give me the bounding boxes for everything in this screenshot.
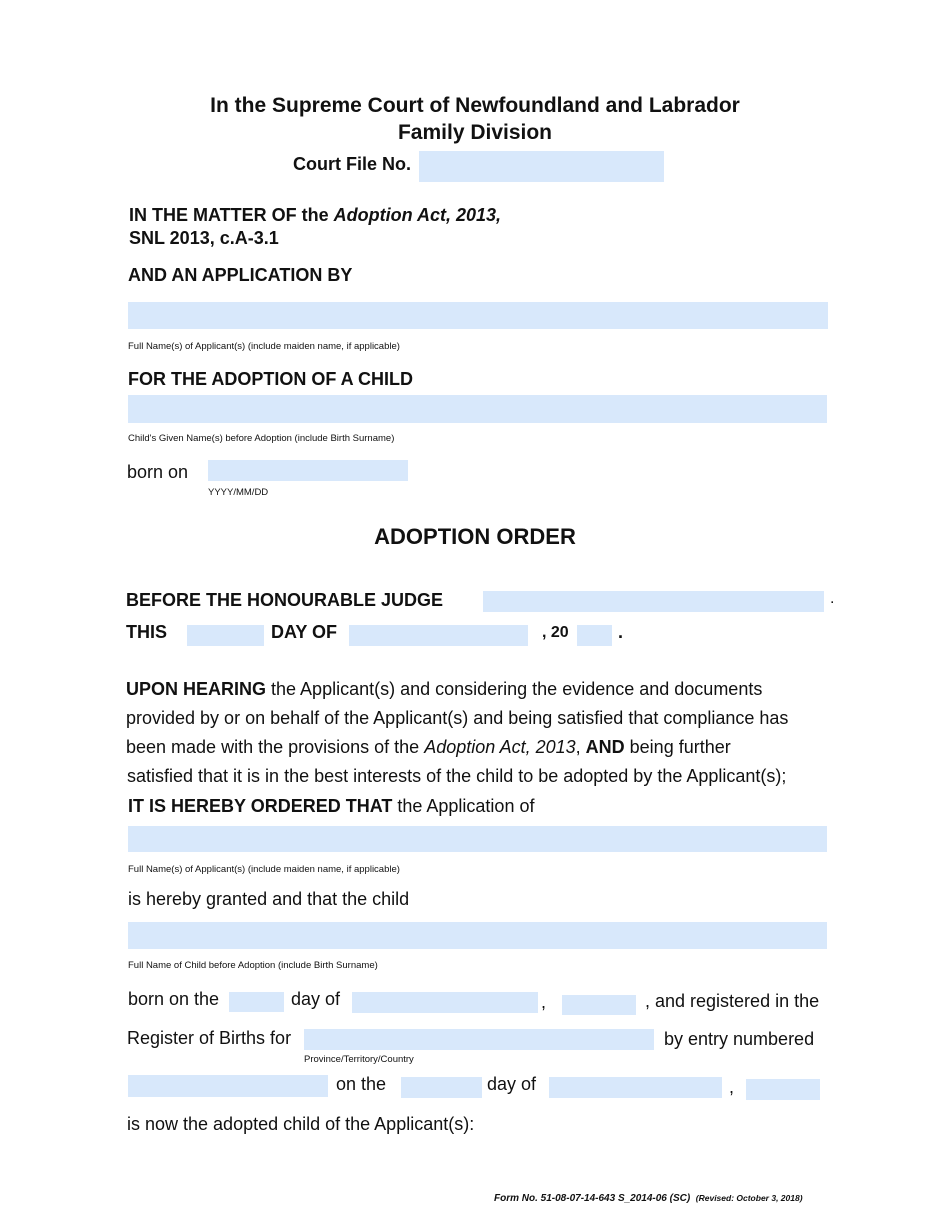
year-period: . xyxy=(618,622,624,642)
ordered-line xyxy=(128,792,534,821)
birth-year-field[interactable] xyxy=(562,995,636,1015)
line3-act: Adoption Act, 2013 xyxy=(424,737,576,757)
entry-day-of-label: day of xyxy=(487,1074,537,1094)
entry-month-field[interactable] xyxy=(549,1077,722,1098)
before-judge-label: BEFORE THE HONOURABLE JUDGE xyxy=(126,590,444,610)
entry-year-field[interactable] xyxy=(746,1079,820,1100)
paragraph-line-1 xyxy=(126,675,762,704)
line3-and: AND xyxy=(585,737,625,757)
line1-rest: the Applicant(s) and considering the evidence and documents xyxy=(266,679,763,699)
paragraph-line-3 xyxy=(126,733,731,762)
application-heading: AND AN APPLICATION BY xyxy=(128,265,353,285)
ordered-bold: IT IS HEREBY ORDERED THAT xyxy=(128,796,393,816)
applicant-name-caption: Full Name(s) of Applicant(s) (include maiden name, if applicable) xyxy=(128,341,400,352)
court-title: In the Supreme Court of Newfoundland and Labrador xyxy=(210,94,740,117)
granted-text: is hereby granted and that the child xyxy=(128,889,410,909)
child-name-field-2[interactable] xyxy=(128,922,827,949)
day-of-label: DAY OF xyxy=(271,622,338,642)
paragraph-line-2: provided by or on behalf of the Applicant(s) and being satisfied that compliance has xyxy=(126,708,789,728)
registered-text: , and registered in the xyxy=(645,991,820,1011)
order-day-field[interactable] xyxy=(187,625,264,646)
birth-day-field[interactable] xyxy=(229,992,284,1012)
register-label: Register of Births for xyxy=(127,1028,292,1048)
child-name-caption-2: Full Name of Child before Adoption (include Birth Surname) xyxy=(128,960,378,971)
applicant-name-caption-2: Full Name(s) of Applicant(s) (include maiden name, if applicable) xyxy=(128,864,400,875)
birth-comma: , xyxy=(541,992,547,1012)
order-title: ADOPTION ORDER xyxy=(374,524,576,549)
paragraph-line-4: satisfied that it is in the best interests of the child to be adopted by the Applicant(s); xyxy=(127,766,787,786)
this-label: THIS xyxy=(126,622,168,642)
child-name-field[interactable] xyxy=(128,395,827,423)
entry-number-field[interactable] xyxy=(128,1075,328,1097)
court-file-label: Court File No. xyxy=(293,154,411,174)
order-year-field[interactable] xyxy=(577,625,612,646)
court-file-number-field[interactable] xyxy=(419,151,664,182)
birth-month-field[interactable] xyxy=(352,992,538,1013)
division-title: Family Division xyxy=(397,121,553,144)
entry-numbered-text: by entry numbered xyxy=(664,1029,815,1049)
matter-citation: SNL 2013, c.A-3.1 xyxy=(129,228,279,248)
line3-b: , xyxy=(575,737,586,757)
matter-act: Adoption Act, 2013, xyxy=(333,205,502,225)
applicant-name-field-2[interactable] xyxy=(128,826,827,852)
order-month-field[interactable] xyxy=(349,625,528,646)
child-name-caption: Child's Given Name(s) before Adoption (include Birth Surname) xyxy=(128,433,395,444)
entry-comma: , xyxy=(729,1077,735,1097)
line3-a: been made with the provisions of the xyxy=(126,737,425,757)
judge-name-field[interactable] xyxy=(483,591,824,612)
birth-day-of-label: day of xyxy=(291,989,341,1009)
province-field[interactable] xyxy=(304,1029,654,1050)
date-format-caption: YYYY/MM/DD xyxy=(208,487,269,498)
form-number xyxy=(494,1193,803,1204)
revised-date: (Revised: October 3, 2018) xyxy=(695,1193,803,1203)
upon-hearing: UPON HEARING xyxy=(126,679,267,699)
on-the-label: on the xyxy=(336,1074,387,1094)
ordered-rest: the Application of xyxy=(392,796,535,816)
province-caption: Province/Territory/Country xyxy=(304,1054,414,1065)
birth-date-field[interactable] xyxy=(208,460,408,481)
adopted-text: is now the adopted child of the Applicant(s): xyxy=(127,1114,475,1134)
year-prefix: , 20 xyxy=(542,624,569,641)
child-heading: FOR THE ADOPTION OF A CHILD xyxy=(128,369,413,389)
born-on-the-label: born on the xyxy=(128,989,220,1009)
matter-line xyxy=(129,205,501,226)
line3-c: being further xyxy=(624,737,731,757)
matter-prefix: IN THE MATTER OF the xyxy=(129,205,329,225)
applicant-name-field[interactable] xyxy=(128,302,828,329)
judge-period: . xyxy=(830,590,835,607)
entry-day-field[interactable] xyxy=(401,1077,482,1098)
form-no: Form No. 51-08-07-14-643 S_2014-06 (SC) xyxy=(494,1193,691,1204)
born-on-label: born on xyxy=(127,462,189,482)
